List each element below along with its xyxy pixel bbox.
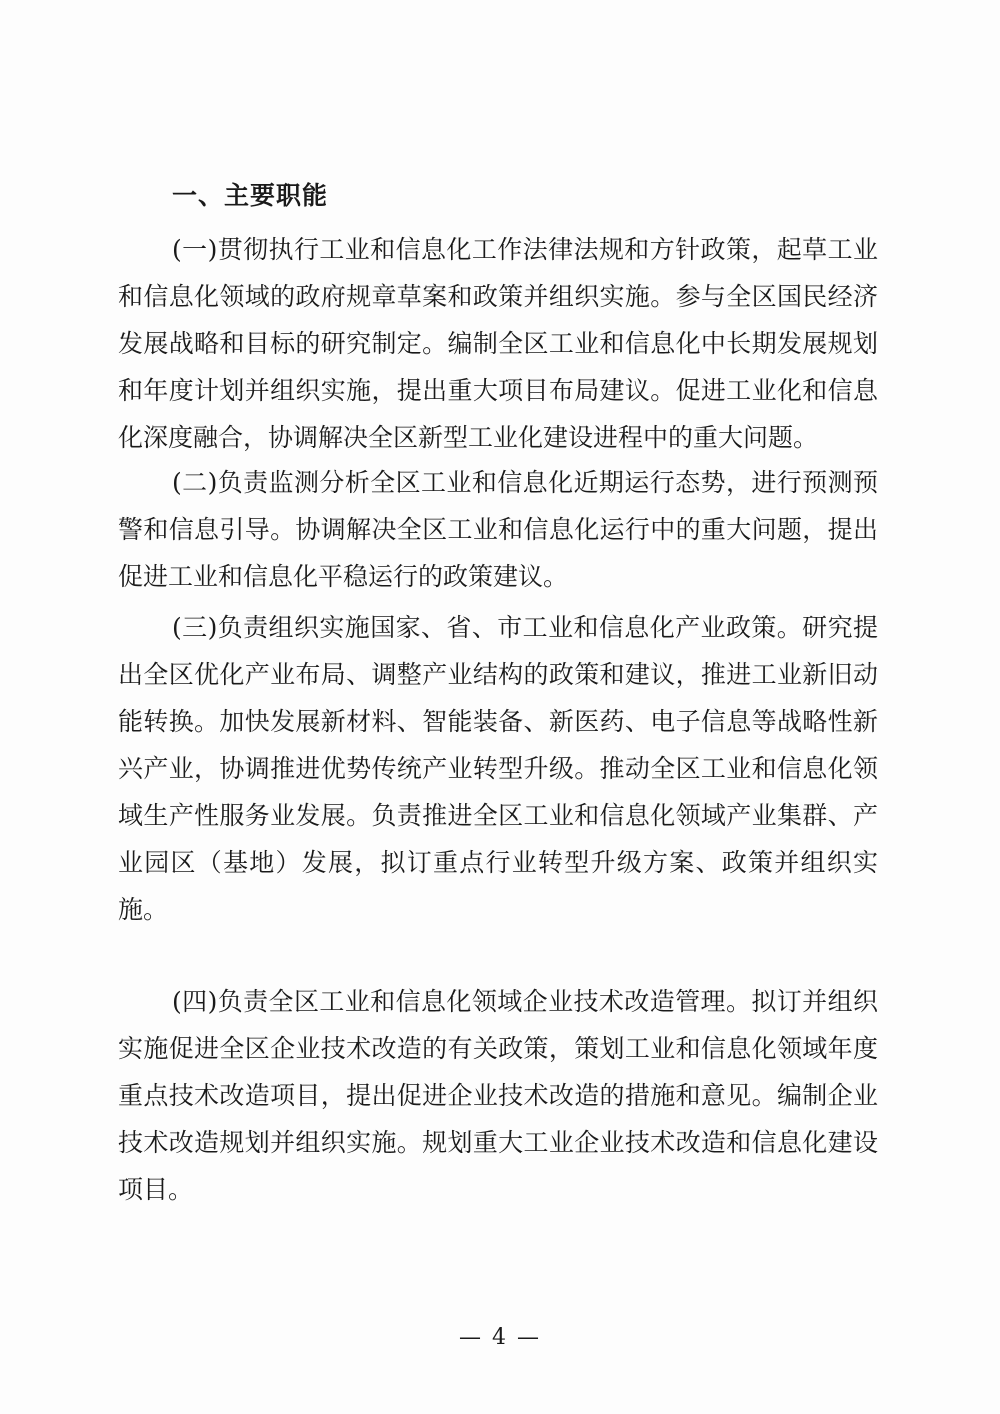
paragraph-4: (四)负责全区工业和信息化领域企业技术改造管理。拟订并组织实施促进全区企业技术改造的有关政策，策划工业和信息化领域年度重点技术改造项目，提出促进企业技术改造的措施和意见。编制企业技术改造规划并组织实施。规划重大工业企业技术改造和信息化建设项目。 <box>118 987 878 1204</box>
paragraph-2-block <box>118 459 878 600</box>
paragraph-2: (二)负责监测分析全区工业和信息化近期运行态势，进行预测预警和信息引导。协调解决全区工业和信息化运行中的重大问题，提出促进工业和信息化平稳运行的政策建议。 <box>118 468 878 591</box>
paragraph-1: (一)贯彻执行工业和信息化工作法律法规和方针政策，起草工业和信息化领域的政府规章草案和政策并组织实施。参与全区国民经济发展战略和目标的研究制定。编制全区工业和信息化中长期发展规划和年度计划并组织实施，提出重大项目布局建议。促进工业化和信息化深度融合，协调解决全区新型工业化建设进程中的重大问题。 <box>118 235 878 452</box>
paragraph-4-block <box>118 978 878 1213</box>
paragraph-1-block <box>118 226 878 461</box>
page-number: — 4 — <box>459 1325 541 1350</box>
section-heading: 一、主要职能 <box>172 181 329 210</box>
paragraph-3: (三)负责组织实施国家、省、市工业和信息化产业政策。研究提出全区优化产业布局、调整产业结构的政策和建议，推进工业新旧动能转换。加快发展新材料、智能装备、新医药、电子信息等战略性新兴产业，协调推进优势传统产业转型升级。推动全区工业和信息化领域生产性服务业发展。负责推进全区工业和信息化领域产业集群、产业园区（基地）发展，拟订重点行业转型升级方案、政策并组织实施。 <box>118 613 878 924</box>
paragraph-3-block <box>118 604 878 933</box>
